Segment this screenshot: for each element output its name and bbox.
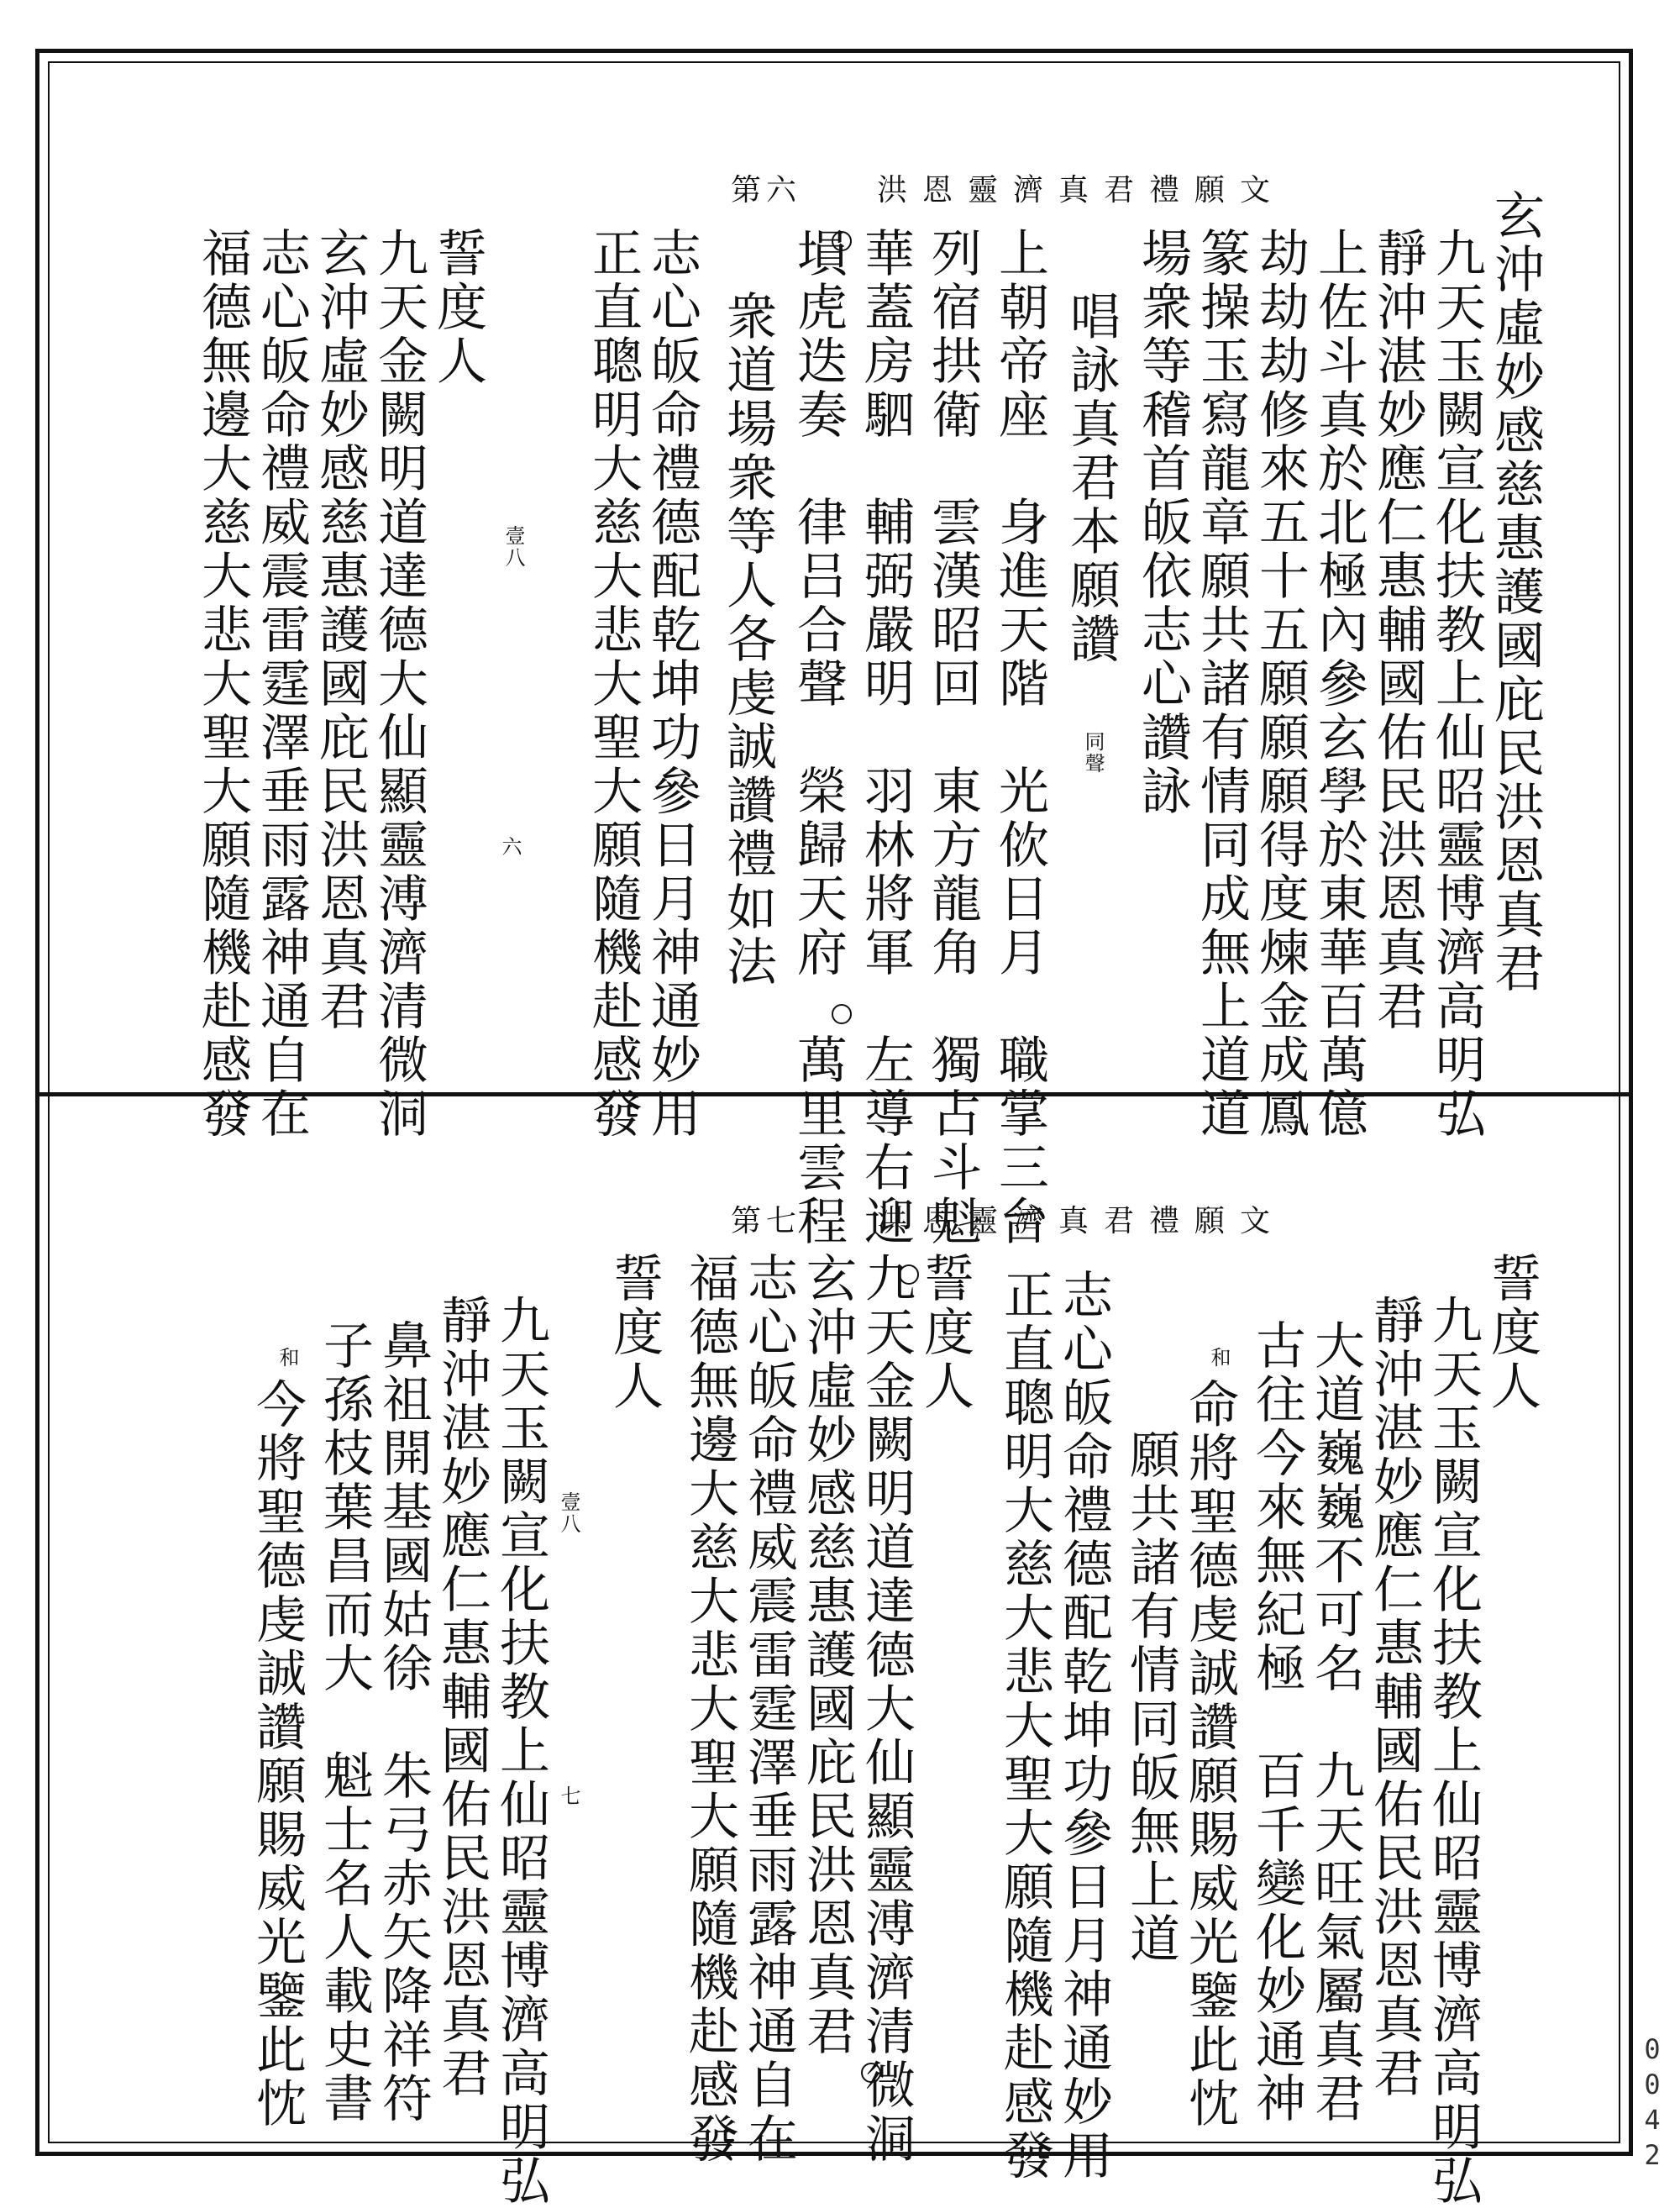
text-column: 願共諸有情同皈無上道 bbox=[1121, 1428, 1180, 1966]
page-number: 0042 bbox=[1636, 2033, 1668, 2174]
text-column: 今將聖德虔誠讚願賜威光鑒此忱 bbox=[248, 1378, 307, 2131]
text-column: 場衆等稽首皈依志心讚詠 bbox=[1133, 227, 1192, 818]
text-column: 九天金闕明道達德大仙顯靈溥濟清微洞 bbox=[370, 227, 428, 1141]
text-column: 篆操玉寫龍章願共諸有情同成無上道道 bbox=[1192, 227, 1251, 1141]
text-column: 衆道場衆等人各虔誠讚禮如法 bbox=[718, 290, 777, 989]
bottom-panel bbox=[59, 1105, 1621, 2208]
top-running-header bbox=[731, 166, 1285, 209]
text-column: 志心皈命禮德配乾坤功參日月神通妙用 bbox=[643, 227, 701, 1141]
text-column: 唱詠真君本願讚 bbox=[1062, 290, 1121, 666]
text-column: 塤虎迭奏 律吕合聲 榮歸天府 萬里雲程 bbox=[789, 227, 848, 1249]
text-column: 上佐斗真於北極內參玄學於東華百萬億 bbox=[1310, 227, 1368, 1141]
punctuation-circle bbox=[861, 2063, 881, 2083]
text-column: 玄沖虛妙感慈惠護國庇民洪恩真君 bbox=[1486, 189, 1545, 996]
text-column: 命將聖德虔誠讚願賜威光鑒此忱 bbox=[1180, 1378, 1239, 2131]
text-column: 玄沖虛妙感慈惠護國庇民洪恩真君 bbox=[798, 1252, 857, 2058]
text-column: 古往今來無紀極 百千變化妙通神 bbox=[1247, 1319, 1306, 2126]
text-column: 正直聰明大慈大悲大聖大願隨機赴感發 bbox=[995, 1269, 1054, 2183]
punctuation-circle bbox=[832, 1004, 852, 1024]
text-column: 九天玉闕宣化扶教上仙昭靈博濟高明弘 bbox=[491, 1294, 550, 2208]
text-column: 靜沖湛妙應仁惠輔國佑民洪恩真君 bbox=[1365, 1294, 1424, 2100]
top-header-title: 洪恩靈濟真君禮願文 bbox=[876, 173, 1285, 208]
text-column: 九天玉闕宣化扶教上仙昭靈博濟高明弘 bbox=[1427, 227, 1486, 1141]
punctuation-circle bbox=[899, 1264, 919, 1285]
bottom-section-label: 第七 bbox=[731, 1204, 802, 1238]
bottom-running-header bbox=[731, 1197, 1285, 1240]
text-column: 九天金闕明道達德大仙顯靈溥濟清微洞 bbox=[857, 1252, 916, 2166]
text-column: 華蓋房駟 輔弼嚴明 羽林將軍 左導右迎 bbox=[856, 227, 915, 1249]
top-section-label: 第六 bbox=[731, 173, 802, 208]
text-column: 志心皈命禮威震雷霆澤垂雨露神通自在 bbox=[739, 1252, 798, 2166]
bottom-header-title: 洪恩靈濟真君禮願文 bbox=[876, 1204, 1285, 1238]
harmony-note: 和 bbox=[276, 1347, 299, 1369]
same-voice-note: 同聲 bbox=[1081, 731, 1105, 775]
text-column: 正直聰明大慈大悲大聖大願隨機赴感發 bbox=[584, 227, 643, 1141]
text-column: 列宿拱衛 雲漢昭回 東方龍角 獨占斗魁 bbox=[923, 227, 982, 1249]
text-column: 玄沖虛妙感慈惠護國庇民洪恩真君 bbox=[311, 227, 370, 1033]
text-column: 大道巍巍不可名 九天旺氣屬真君 bbox=[1306, 1319, 1365, 2126]
text-column: 子孫枝葉昌而大 魁士名人載史書 bbox=[315, 1319, 374, 2126]
text-column: 靜沖湛妙應仁惠輔國佑民洪恩真君 bbox=[1368, 227, 1427, 1033]
text-column: 誓度人 bbox=[1483, 1252, 1541, 1413]
punctuation-circle bbox=[832, 231, 852, 251]
folio-note: 七 bbox=[557, 1785, 580, 1807]
leaf-number-note: 壹八 bbox=[501, 525, 525, 569]
text-column: 靜沖湛妙應仁惠輔國佑民洪恩真君 bbox=[433, 1294, 491, 2100]
folio-note: 六 bbox=[498, 836, 522, 858]
text-column: 九天玉闕宣化扶教上仙昭靈博濟高明弘 bbox=[1424, 1294, 1483, 2208]
text-column: 福德無邊大慈大悲大聖大願隨機赴感發 bbox=[680, 1252, 739, 2166]
text-column: 劫劫劫修來五十五願願願得度煉金成鳳 bbox=[1251, 227, 1310, 1141]
text-column: 志心皈命禮威震雷霆澤垂雨露神通自在 bbox=[252, 227, 311, 1141]
text-column: 志心皈命禮德配乾坤功參日月神通妙用 bbox=[1054, 1269, 1113, 2183]
harmony-note: 和 bbox=[1207, 1347, 1231, 1369]
leaf-number-note: 壹八 bbox=[557, 1491, 580, 1535]
text-column: 鼻祖開基國姑徐 朱弓赤矢降祥符 bbox=[374, 1319, 433, 2126]
text-column: 誓度人 bbox=[916, 1252, 974, 1413]
text-column: 誓度人 bbox=[428, 227, 487, 388]
text-column: 上朝帝座 身進天階 光佽日月 職掌三台 bbox=[990, 227, 1049, 1249]
text-column: 誓度人 bbox=[605, 1252, 664, 1413]
text-column: 福德無邊大慈大悲大聖大願隨機赴感發 bbox=[193, 227, 252, 1141]
